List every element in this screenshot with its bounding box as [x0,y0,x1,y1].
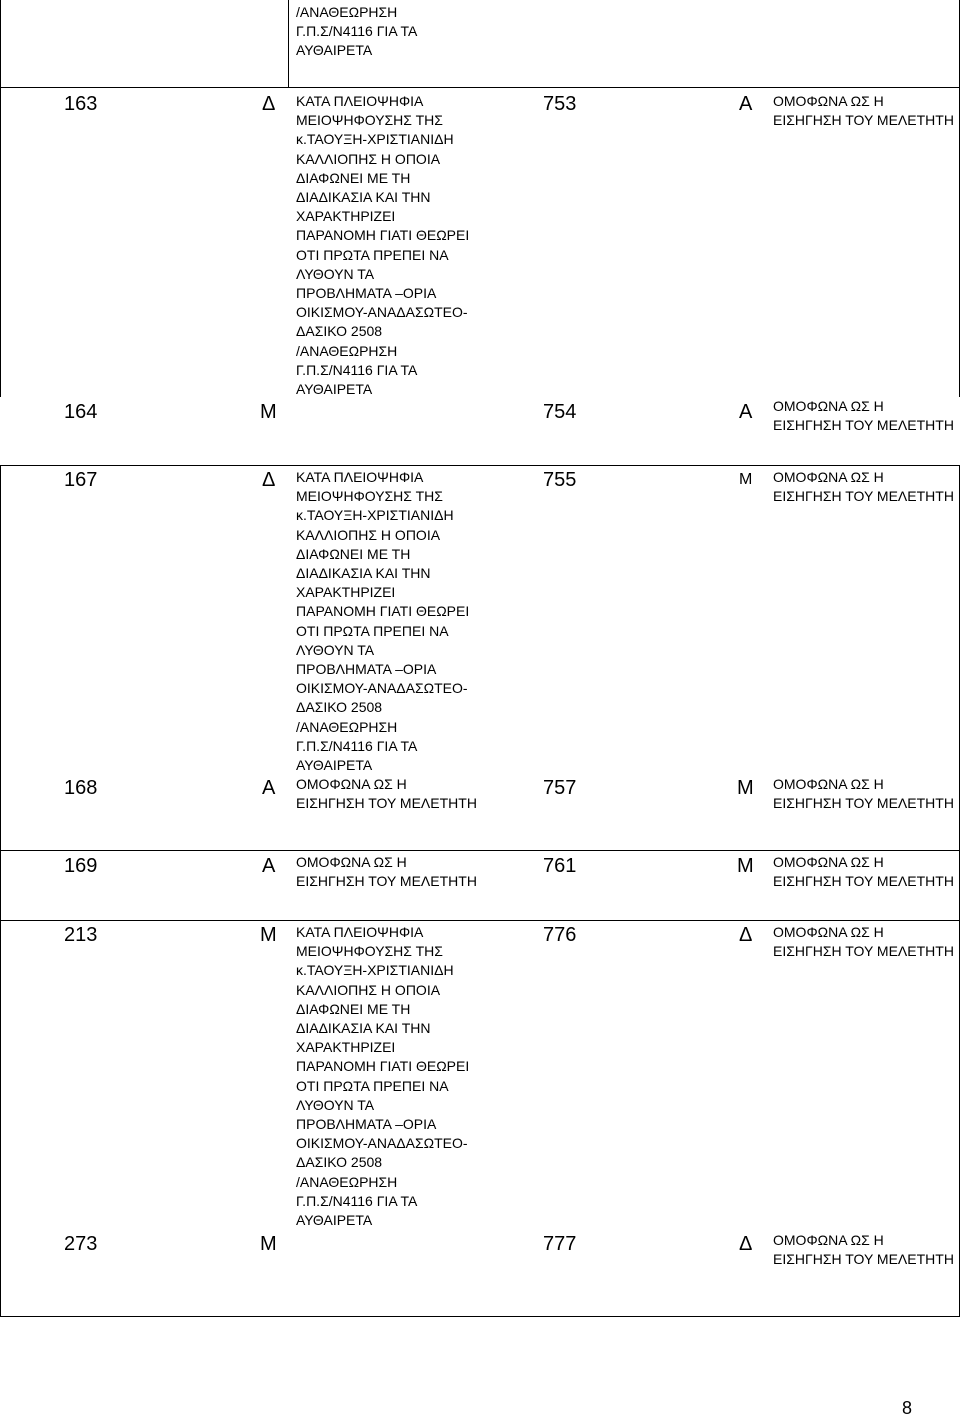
record-number: 754 [543,401,577,423]
record-description: ΟΜΟΦΩΝΑ ΩΣ Η ΕΙΣΗΓΗΣΗ ΤΟΥ ΜΕΛΕΤΗΤΗ [773,1232,954,1268]
table-rule [0,465,960,466]
record-code: Α [739,401,753,423]
table-rule [0,87,960,88]
record-description: ΟΜΟΦΩΝΑ ΩΣ Η ΕΙΣΗΓΗΣΗ ΤΟΥ ΜΕΛΕΤΗΤΗ [296,854,477,890]
record-number: 755 [543,469,577,491]
record-description: /ΑΝΑΘΕΩΡΗΣΗ Γ.Π.Σ/Ν4116 ΓΙΑ ΤΑ ΑΥΘΑΙΡΕΤΑ [296,4,418,59]
record-description: ΚΑΤΑ ΠΛΕΙΟΨΗΦΙΑ ΜΕΙΟΨΗΦΟΥΣΗΣ ΤΗΣ κ.ΤΑΟΥΞΗ-ΧΡΙΣΤΙΑΝΙΔΗ ΚΑΛΛΙΟΠΗΣ Η ΟΠΟΙΑ ΔΙΑΦΩΝΕΙ ΜΕ ΤΗ ΔΙΑΔΙΚΑΣΙΑ ΚΑΙ ΤΗΝ ΧΑΡΑΚΤΗΡΙΖΕΙ ΠΑΡΑΝΟΜΗ ΓΙΑΤΙ ΘΕΩΡΕΙ ΟΤΙ ΠΡΩΤΑ ΠΡΕΠΕΙ ΝΑ ΛΥΘΟΥΝ ΤΑ ΠΡΟΒΛΗΜΑΤΑ –ΟΡΙΑ ΟΙΚΙΣΜΟΥ-ΑΝΑΔΑΣΩΤΕΟ- ΔΑΣΙΚΟ 2508 /ΑΝΑΘΕΩΡΗΣΗ Γ.Π.Σ/Ν4116 ΓΙΑ ΤΑ ΑΥΘΑΙΡΕΤΑ [296,924,470,1229]
record-number: 757 [543,777,577,799]
record-number: 777 [543,1233,577,1255]
record-description: ΟΜΟΦΩΝΑ ΩΣ Η ΕΙΣΗΓΗΣΗ ΤΟΥ ΜΕΛΕΤΗΤΗ [296,776,477,812]
record-code: Μ [260,924,277,946]
table-rule [0,850,960,851]
record-code: Α [739,93,753,115]
record-code: Δ [262,469,276,491]
table-rule [0,465,1,850]
record-description: ΟΜΟΦΩΝΑ ΩΣ Η ΕΙΣΗΓΗΣΗ ΤΟΥ ΜΕΛΕΤΗΤΗ [773,854,954,890]
table-rule [0,850,1,920]
record-code: Μ [737,855,754,877]
record-number: 213 [64,924,98,946]
record-number: 169 [64,855,98,877]
record-number: 776 [543,924,577,946]
table-rule [0,920,1,1316]
record-number: 163 [64,93,98,115]
table-rule [0,1316,960,1317]
record-description: ΚΑΤΑ ΠΛΕΙΟΨΗΦΙΑ ΜΕΙΟΨΗΦΟΥΣΗΣ ΤΗΣ κ.ΤΑΟΥΞΗ-ΧΡΙΣΤΙΑΝΙΔΗ ΚΑΛΛΙΟΠΗΣ Η ΟΠΟΙΑ ΔΙΑΦΩΝΕΙ ΜΕ ΤΗ ΔΙΑΔΙΚΑΣΙΑ ΚΑΙ ΤΗΝ ΧΑΡΑΚΤΗΡΙΖΕΙ ΠΑΡΑΝΟΜΗ ΓΙΑΤΙ ΘΕΩΡΕΙ ΟΤΙ ΠΡΩΤΑ ΠΡΕΠΕΙ ΝΑ ΛΥΘΟΥΝ ΤΑ ΠΡΟΒΛΗΜΑΤΑ –ΟΡΙΑ ΟΙΚΙΣΜΟΥ-ΑΝΑΔΑΣΩΤΕΟ- ΔΑΣΙΚΟ 2508 /ΑΝΑΘΕΩΡΗΣΗ Γ.Π.Σ/Ν4116 ΓΙΑ ΤΑ ΑΥΘΑΙΡΕΤΑ [296,93,470,398]
record-code: Δ [739,924,753,946]
record-number: 273 [64,1233,98,1255]
record-number: 761 [543,855,577,877]
record-code: Μ [260,1233,277,1255]
record-description: ΟΜΟΦΩΝΑ ΩΣ Η ΕΙΣΗΓΗΣΗ ΤΟΥ ΜΕΛΕΤΗΤΗ [773,776,954,812]
record-number: 168 [64,777,98,799]
page-number: 8 [902,1398,913,1418]
record-description: ΚΑΤΑ ΠΛΕΙΟΨΗΦΙΑ ΜΕΙΟΨΗΦΟΥΣΗΣ ΤΗΣ κ.ΤΑΟΥΞΗ-ΧΡΙΣΤΙΑΝΙΔΗ ΚΑΛΛΙΟΠΗΣ Η ΟΠΟΙΑ ΔΙΑΦΩΝΕΙ ΜΕ ΤΗ ΔΙΑΔΙΚΑΣΙΑ ΚΑΙ ΤΗΝ ΧΑΡΑΚΤΗΡΙΖΕΙ ΠΑΡΑΝΟΜΗ ΓΙΑΤΙ ΘΕΩΡΕΙ ΟΤΙ ΠΡΩΤΑ ΠΡΕΠΕΙ ΝΑ ΛΥΘΟΥΝ ΤΑ ΠΡΟΒΛΗΜΑΤΑ –ΟΡΙΑ ΟΙΚΙΣΜΟΥ-ΑΝΑΔΑΣΩΤΕΟ- ΔΑΣΙΚΟ 2508 /ΑΝΑΘΕΩΡΗΣΗ Γ.Π.Σ/Ν4116 ΓΙΑ ΤΑ ΑΥΘΑΙΡΕΤΑ [296,469,470,774]
record-code: Μ [737,777,754,799]
record-code: Α [262,855,276,877]
record-number: 167 [64,469,98,491]
record-number: 753 [543,93,577,115]
record-code: Δ [262,93,276,115]
table-rule [0,920,960,921]
record-description: ΟΜΟΦΩΝΑ ΩΣ Η ΕΙΣΗΓΗΣΗ ΤΟΥ ΜΕΛΕΤΗΤΗ [773,469,954,505]
record-description: ΟΜΟΦΩΝΑ ΩΣ Η ΕΙΣΗΓΗΣΗ ΤΟΥ ΜΕΛΕΤΗΤΗ [773,93,954,129]
record-code: Μ [260,401,277,423]
record-description: ΟΜΟΦΩΝΑ ΩΣ Η ΕΙΣΗΓΗΣΗ ΤΟΥ ΜΕΛΕΤΗΤΗ [773,924,954,960]
record-code: Δ [739,1233,753,1255]
table-rule [288,0,289,87]
record-description: ΟΜΟΦΩΝΑ ΩΣ Η ΕΙΣΗΓΗΣΗ ΤΟΥ ΜΕΛΕΤΗΤΗ [773,398,954,434]
table-rule [0,0,1,87]
record-code: Μ [739,471,753,488]
table-rule [0,87,1,397]
record-number: 164 [64,401,98,423]
record-code: Α [262,777,276,799]
